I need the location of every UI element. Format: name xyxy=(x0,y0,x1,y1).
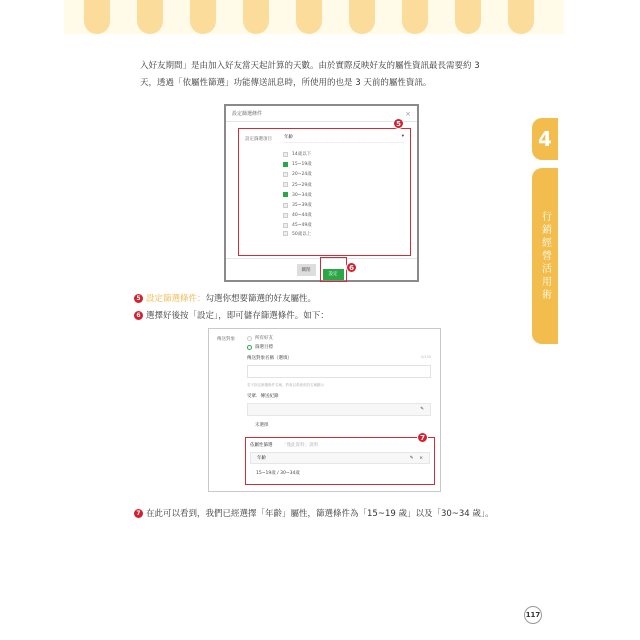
callout-badge-6: 6 xyxy=(346,262,357,273)
checkbox[interactable] xyxy=(283,223,288,228)
checkbox[interactable] xyxy=(283,182,288,187)
option-age-4[interactable] xyxy=(283,190,312,200)
radio-label: 所有好友 xyxy=(255,336,273,341)
edit-icon[interactable]: ✎ xyxy=(420,407,424,412)
name-label: 傳送對象名稱（選填） xyxy=(247,356,292,361)
option-age-1[interactable] xyxy=(283,159,312,169)
checkbox[interactable] xyxy=(283,213,288,218)
option-label: 30~34歲 xyxy=(292,192,312,198)
attr-name: 年齡 xyxy=(257,456,266,461)
note-5-title: 設定篩選條件： xyxy=(146,294,206,304)
filter-field-label: 設定篩選項目 xyxy=(245,136,272,142)
note-badge-5: 5 xyxy=(134,294,143,303)
option-age-3[interactable] xyxy=(283,180,312,190)
filter-highlight-box xyxy=(238,128,411,256)
chapter-title-tab: 行銷經營活用術 xyxy=(532,168,558,344)
name-counter: 0/100 xyxy=(421,355,432,359)
radio-selected-icon[interactable] xyxy=(247,345,252,350)
attr-filter-hint[interactable]: 「僅此資料」說明 xyxy=(282,443,318,448)
intro-line-2: 天，透過「依屬性篩選」功能傳送訊息時，所使用的也是 3 天前的屬性資訊。 xyxy=(140,78,432,88)
note-6 xyxy=(134,309,329,321)
target-label: 傳送對象 xyxy=(217,337,235,342)
send-target-settings xyxy=(208,328,441,492)
chapter-number-tab: 4 xyxy=(532,118,558,160)
option-age-5[interactable] xyxy=(283,200,312,210)
close-icon[interactable]: × xyxy=(405,110,411,118)
checkbox-checked[interactable] xyxy=(283,192,288,197)
checkbox[interactable] xyxy=(283,152,288,157)
ok-highlight-box xyxy=(320,257,347,282)
radio-label: 篩選目標 xyxy=(255,345,273,350)
option-age-7[interactable] xyxy=(283,220,312,230)
attr-row xyxy=(250,452,430,464)
option-label: 40~44歲 xyxy=(292,213,312,219)
target-name-input[interactable] xyxy=(247,365,431,378)
note-7-text: 在此可以看到，我們已經選擇「年齡」屬性，篩選條件為「15~19 歲」以及「30~34 歲」。 xyxy=(146,509,494,519)
filter-select-value: 年齡 xyxy=(284,135,293,140)
checkbox[interactable] xyxy=(283,231,288,236)
history-label: 受眾．傳送紀錄 xyxy=(247,394,279,399)
note-badge-7: 7 xyxy=(134,509,143,518)
option-label: 50歲以上 xyxy=(292,231,312,237)
filter-select[interactable] xyxy=(284,134,404,143)
callout-badge-5: 5 xyxy=(393,118,404,129)
intro-line-1: 入好友期間」是由加入好友當天起計算的天數。由於實際反映好友的屬性資訊最長需要約 3 xyxy=(140,61,480,71)
dialog-title: 設定篩選條件 xyxy=(232,111,263,117)
option-label: 14歲以下 xyxy=(292,152,312,158)
name-hint: 若不指定篩選條件名稱，將會以系統預設名稱顯示 xyxy=(247,383,324,387)
note-6-text: 選擇好後按「設定」，即可儲存篩選條件。如下： xyxy=(146,311,329,321)
option-label: 35~39歲 xyxy=(292,203,312,209)
callout-badge-7: 7 xyxy=(417,432,428,443)
attr-value: 15~19歲 / 30~34歲 xyxy=(256,471,300,476)
edit-icon[interactable]: ✎ xyxy=(409,455,414,461)
option-age-0[interactable] xyxy=(283,149,312,159)
checkbox[interactable] xyxy=(283,203,288,208)
option-label: 25~29歲 xyxy=(292,182,312,188)
set-button[interactable]: 設定 xyxy=(323,269,344,280)
decorative-awning xyxy=(64,0,564,34)
option-label: 20~24歲 xyxy=(292,172,312,178)
radio-all-friends[interactable] xyxy=(247,335,273,341)
note-5-text: 勾選你想要篩選的好友屬性。 xyxy=(205,294,317,304)
age-option-list xyxy=(283,149,312,237)
chevron-down-icon: ▾ xyxy=(401,134,404,139)
close-button[interactable]: 關閉 xyxy=(297,264,316,276)
history-bar[interactable] xyxy=(247,403,431,416)
filter-dialog xyxy=(224,104,419,282)
note-5 xyxy=(134,292,316,304)
option-age-2[interactable] xyxy=(283,169,312,179)
option-age-6[interactable] xyxy=(283,210,312,220)
page-number: 117 xyxy=(524,606,542,624)
note-7 xyxy=(134,507,494,519)
attribute-filter-highlight xyxy=(245,437,435,485)
option-label: 45~49歲 xyxy=(292,223,312,229)
remove-icon[interactable]: × xyxy=(419,455,423,461)
radio-icon[interactable] xyxy=(247,336,252,341)
not-selected-text: 未選擇 xyxy=(255,423,269,428)
intro-paragraph xyxy=(140,58,520,92)
option-age-8[interactable] xyxy=(283,231,312,237)
checkbox[interactable] xyxy=(283,172,288,177)
checkbox-checked[interactable] xyxy=(283,162,288,167)
option-label: 15~19歲 xyxy=(292,162,312,168)
attr-filter-label: 依屬性篩選 xyxy=(250,443,273,448)
note-badge-6: 6 xyxy=(134,311,143,320)
radio-filter-target[interactable] xyxy=(247,344,273,350)
